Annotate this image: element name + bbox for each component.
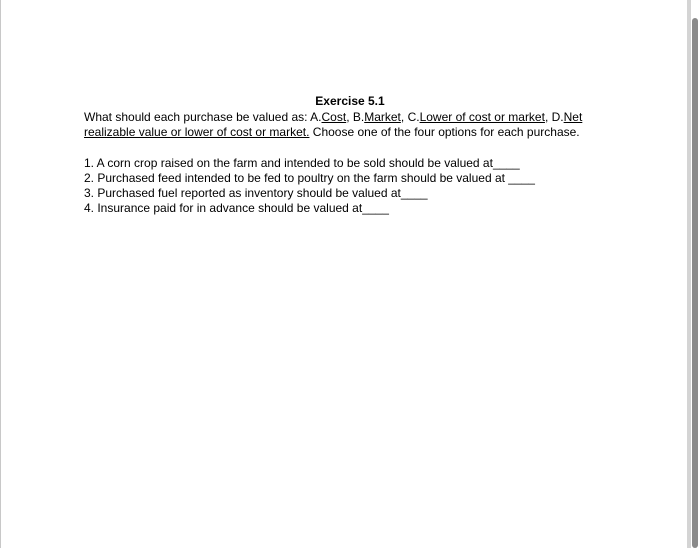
scrollbar-thumb[interactable] — [692, 18, 698, 548]
exercise-title: Exercise 5.1 — [315, 94, 385, 108]
option-a-prefix: A. — [310, 110, 322, 124]
question-outro: Choose one of the four options for each purchase. — [312, 125, 580, 139]
option-a-sep: , — [346, 110, 353, 124]
document-page — [84, 94, 624, 216]
option-c-label: Lower of cost or market — [419, 110, 545, 124]
option-c-sep: , — [544, 110, 552, 124]
purchase-list — [84, 156, 624, 216]
option-d-label: Net realizable value or lower of cost or market. — [84, 110, 583, 139]
option-b-label: Market — [364, 110, 401, 124]
option-a-label: Cost — [321, 110, 347, 124]
option-b-prefix: B. — [352, 110, 365, 124]
question-text — [84, 110, 616, 140]
question-intro: What should each purchase be valued as: — [84, 110, 311, 124]
page-left-edge — [0, 0, 1, 548]
list-item: 1. A corn crop raised on the farm and intended to be sold should be valued at____ — [84, 156, 520, 170]
option-c-prefix: C. — [407, 110, 420, 124]
list-item: 4. Insurance paid for in advance should be valued at____ — [84, 201, 389, 215]
option-d-prefix: D. — [551, 110, 564, 124]
list-item: 2. Purchased feed intended to be fed to poultry on the farm should be valued at ____ — [84, 171, 535, 185]
list-item: 3. Purchased fuel reported as inventory should be valued at____ — [84, 186, 428, 200]
option-b-sep: , — [400, 110, 408, 124]
